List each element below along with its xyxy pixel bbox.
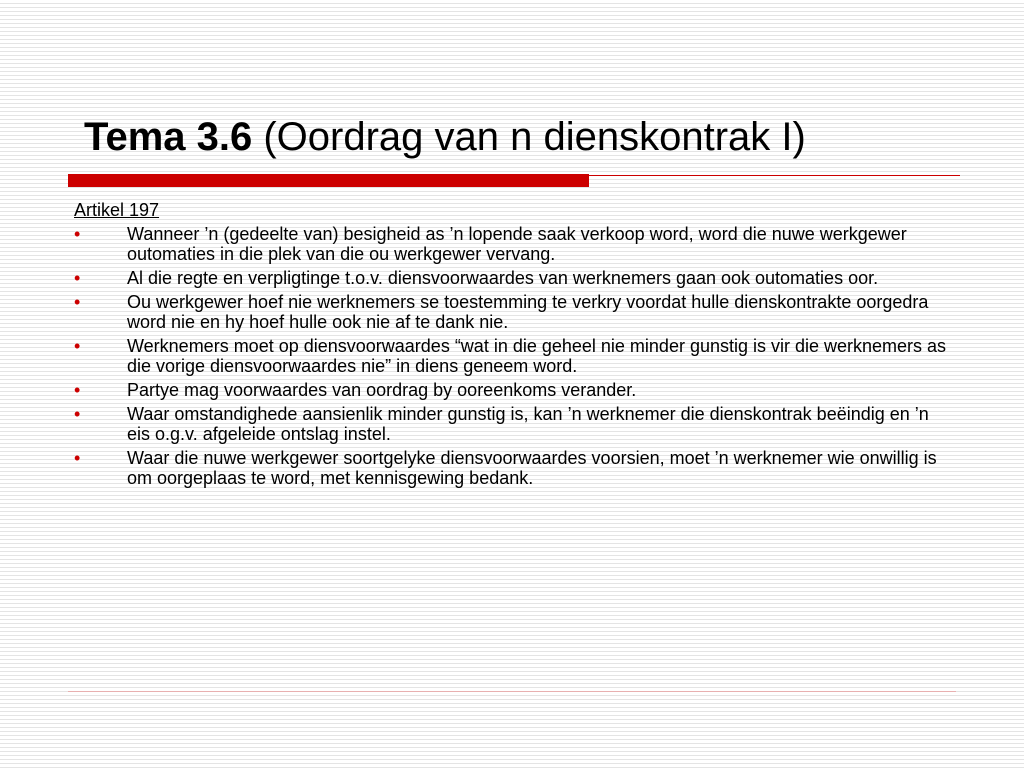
bullet-list [74, 224, 954, 488]
bullet-item [74, 224, 954, 264]
bullet-icon: • [74, 268, 81, 288]
slide-body [74, 200, 954, 492]
bullet-text: Wanneer ’n (gedeelte van) besigheid as ’n lopende saak verkoop word, word die nuwe werkgewer outomaties in die plek van die ou werkgewer vervang. [127, 224, 907, 264]
bullet-icon: • [74, 292, 81, 312]
bullet-text: Ou werkgewer hoef nie werknemers se toestemming te verkry voordat hulle dienskontrakte oorgedra word nie en hy hoef hulle ook nie af te dank nie. [127, 292, 929, 332]
bullet-item [74, 336, 954, 376]
slide-title-bold: Tema 3.6 [84, 115, 253, 159]
title-underline-bar [68, 174, 960, 188]
bullet-icon: • [74, 380, 81, 400]
bullet-text: Al die regte en verpligtinge t.o.v. diensvoorwaardes van werknemers gaan ook outomaties oor. [127, 268, 879, 288]
bullet-icon: • [74, 404, 81, 424]
bullet-item [74, 404, 954, 444]
bullet-item [74, 268, 954, 288]
bullet-icon: • [74, 448, 81, 468]
bullet-icon: • [74, 336, 81, 356]
bullet-text: Werknemers moet op diensvoorwaardes “wat in die geheel nie minder gunstig is vir die werknemers as die vorige diensvoorwaardes nie” in diens geneem word. [127, 336, 947, 376]
slide-title-rest: (Oordrag van n dienskontrak I) [252, 115, 806, 159]
title-underline-thin [589, 175, 960, 176]
bullet-text: Waar die nuwe werkgewer soortgelyke diensvoorwaardes voorsien, moet ’n werknemer wie onwillig is om oorgeplaas te word, met kennisgewing bedank. [127, 448, 937, 488]
title-underline-thick [68, 174, 589, 187]
bullet-item [74, 448, 954, 488]
bullet-text: Partye mag voorwaardes van oordrag by ooreenkoms verander. [127, 380, 637, 400]
article-heading: Artikel 197 [74, 200, 160, 220]
bullet-text: Waar omstandighede aansienlik minder gunstig is, kan ’n werknemer die dienskontrak beëindig en ’n eis o.g.v. afgeleide ontslag instel. [127, 404, 929, 444]
bullet-item [74, 292, 954, 332]
bullet-icon: • [74, 224, 81, 244]
bullet-item [74, 380, 954, 400]
slide-title [84, 113, 806, 161]
footer-divider [68, 691, 956, 692]
